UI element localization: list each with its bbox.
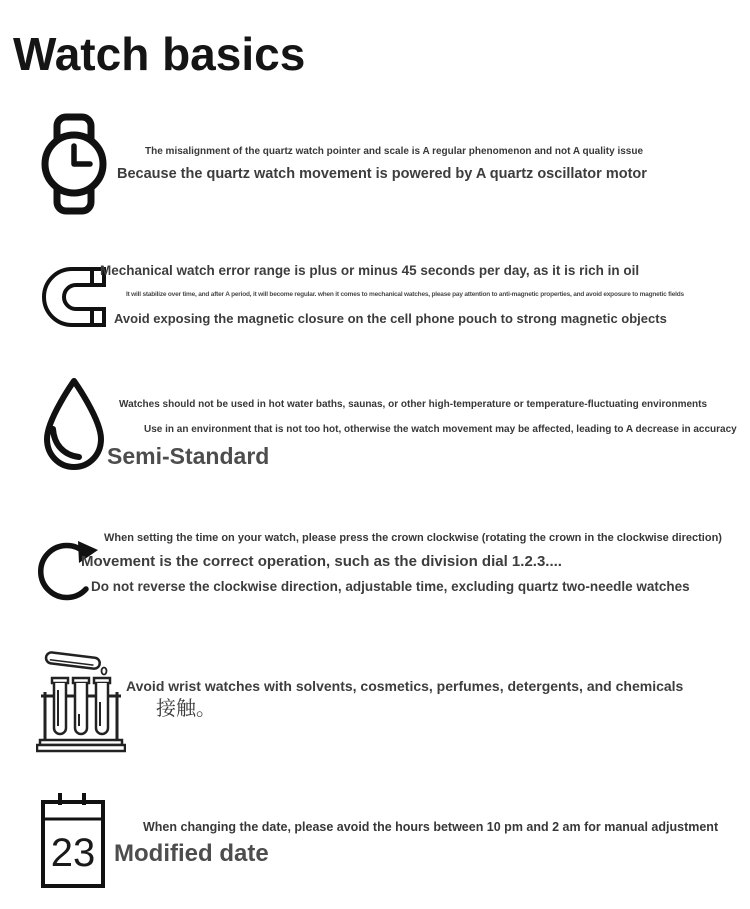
temperature-note-text-1: Watches should not be used in hot water baths, saunas, or other high-temperature or temperature-fluctuating environments — [119, 399, 708, 410]
crown-warning-text: Do not reverse the clockwise direction, adjustable time, excluding quartz two-needle watches — [91, 579, 690, 594]
temperature-heading: Semi-Standard — [107, 443, 270, 469]
wristwatch-icon — [38, 112, 110, 216]
crown-note-text: When setting the time on your watch, please press the crown clockwise (rotating the crown in the clockwise direction) — [104, 532, 722, 544]
magnet-note-text: It will stabilize over time, and after A period, it will become regular. when it comes to mechanical watches, please pay attention to anti-magnetic properties, and avoid exposure to magnetic fields — [126, 291, 684, 298]
date-heading: Modified date — [114, 840, 269, 867]
calendar-day-number: 23 — [50, 831, 96, 875]
magnet-icon — [36, 261, 110, 333]
crown-main-text: Movement is the correct operation, such as the division dial 1.2.3.... — [81, 553, 562, 570]
calendar-icon — [40, 790, 106, 890]
page-title: Watch basics — [13, 28, 306, 80]
magnet-warning-text: Avoid exposing the magnetic closure on the cell phone pouch to strong magnetic objects — [114, 311, 667, 326]
magnet-main-text: Mechanical watch error range is plus or minus 45 seconds per day, as it is rich in oil — [100, 263, 640, 278]
chemicals-cjk-text: 接触。 — [156, 698, 216, 720]
water-drop-icon — [36, 376, 112, 476]
quartz-main-text: Because the quartz watch movement is powered by A quartz oscillator motor — [117, 166, 647, 182]
quartz-note-text: The misalignment of the quartz watch pointer and scale is A regular phenomenon and not A quality issue — [145, 146, 644, 157]
chemicals-main-text: Avoid wrist watches with solvents, cosmetics, perfumes, detergents, and chemicals — [126, 678, 684, 694]
temperature-note-text-2: Use in an environment that is not too hot, otherwise the watch movement may be affected, leading to A decrease in accuracy — [144, 424, 737, 435]
test-tubes-icon — [36, 644, 126, 756]
date-note-text: When changing the date, please avoid the hours between 10 pm and 2 am for manual adjustment — [143, 820, 719, 834]
